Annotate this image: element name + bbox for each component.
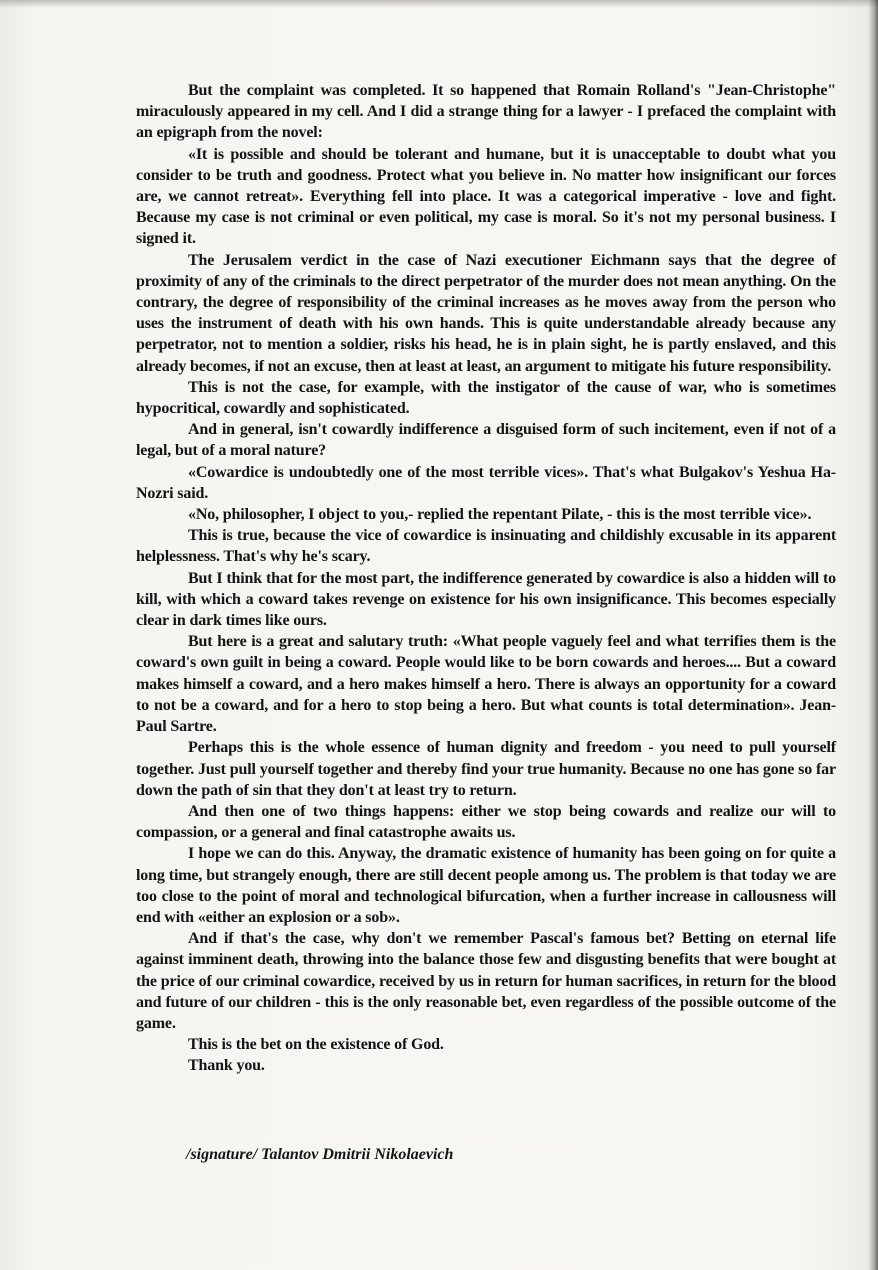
paragraph: I hope we can do this. Anyway, the dramatic existence of humanity has been going on for quite a long time, but strangely enough, there are still decent people among us. The problem is that today we are too close to the point of moral and technological bifurcation, when a further increase in callousness will end with «either an explosion or a sob». xyxy=(136,845,836,926)
paragraph: But here is a great and salutary truth: «What people vaguely feel and what terrifies them is the coward's own guilt in being a coward. People would like to be born cowards and heroes.... But a coward makes himself a coward, and a hero makes himself a hero. There is always an opportunity for a coward to not be a coward, and for a hero to stop being a hero. But what counts is total determination». Jean-Paul Sartre. xyxy=(136,633,836,736)
paragraph: This is the bet on the existence of God. xyxy=(188,1036,444,1054)
paragraph: And if that's the case, why don't we remember Pascal's famous bet? Betting on eternal life against imminent death, throwing into the balance those few and disgusting benefits that were bought at the price of our criminal cowardice, received by us in return for human sacrifices, in return for the blood and future of our children - this is the only reasonable bet, even regardless of the possible outcome of the game. xyxy=(136,930,836,1032)
paragraph: This is true, because the vice of cowardice is insinuating and childishly excusable in its apparent helplessness. That's why he's scary. xyxy=(136,527,836,566)
paragraph: «Cowardice is undoubtedly one of the most terrible vices». That's what Bulgakov's Yeshua Ha-Nozri said. xyxy=(136,463,836,502)
paragraph: But I think that for the most part, the indifference generated by cowardice is also a hidden will to kill, with which a coward takes revenge on existence for his own insignificance. This becomes especially clear in dark times like ours. xyxy=(136,569,836,630)
paragraph: This is not the case, for example, with the instigator of the cause of war, who is sometimes hypocritical, cowardly and sophisticated. xyxy=(136,378,836,418)
document-body xyxy=(136,80,836,1077)
paragraph: «No, philosopher, I object to you,- replied the repentant Pilate, - this is the most terrible vice». xyxy=(188,506,812,524)
paragraph: The Jerusalem verdict in the case of Nazi executioner Eichmann says that the degree of proximity of any of the criminals to the direct perpetrator of the murder does not mean anything. On the contrary, the degree of responsibility of the criminal increases as he moves away from the person who uses the instrument of death with his own hands. This is quite understandable already because any perpetrator, not to mention a soldier, risks his head, he is in plain sight, he is partly enslaved, and this already becomes, if not an excuse, then at least at least, an argument to mitigate his future responsibility. xyxy=(136,251,836,375)
paragraph: And in general, isn't cowardly indifference a disguised form of such incitement, even if not of a legal, but of a moral nature? xyxy=(136,421,836,460)
scan-shadow-top xyxy=(0,0,878,8)
paragraph: But the complaint was completed. It so happened that Romain Rolland's "Jean-Christophe" miraculously appeared in my cell. And I did a strange thing for a lawyer - I prefaced the complaint with an epigraph from the novel: xyxy=(136,82,836,142)
signature-line: /signature/ Talantov Dmitrii Nikolaevich xyxy=(186,1146,454,1163)
paragraph: And then one of two things happens: either we stop being cowards and realize our will to compassion, or a general and final catastrophe awaits us. xyxy=(136,802,836,842)
paragraph: Thank you. xyxy=(188,1057,265,1075)
paragraph: Perhaps this is the whole essence of human dignity and freedom - you need to pull yourself together. Just pull yourself together and thereby find your true humanity. Because no one has gone so far down the path of sin that they don't at least try to return. xyxy=(136,739,836,799)
paragraph: «It is possible and should be tolerant and humane, but it is unacceptable to doubt what you consider to be truth and goodness. Protect what you believe in. No matter how insignificant our forces are, we cannot retreat». Everything fell into place. It was a categorical imperative - love and fight. Because my case is not criminal or even political, my case is moral. So it's not my personal business. I signed it. xyxy=(136,145,836,248)
scan-shadow-right xyxy=(868,0,878,1270)
